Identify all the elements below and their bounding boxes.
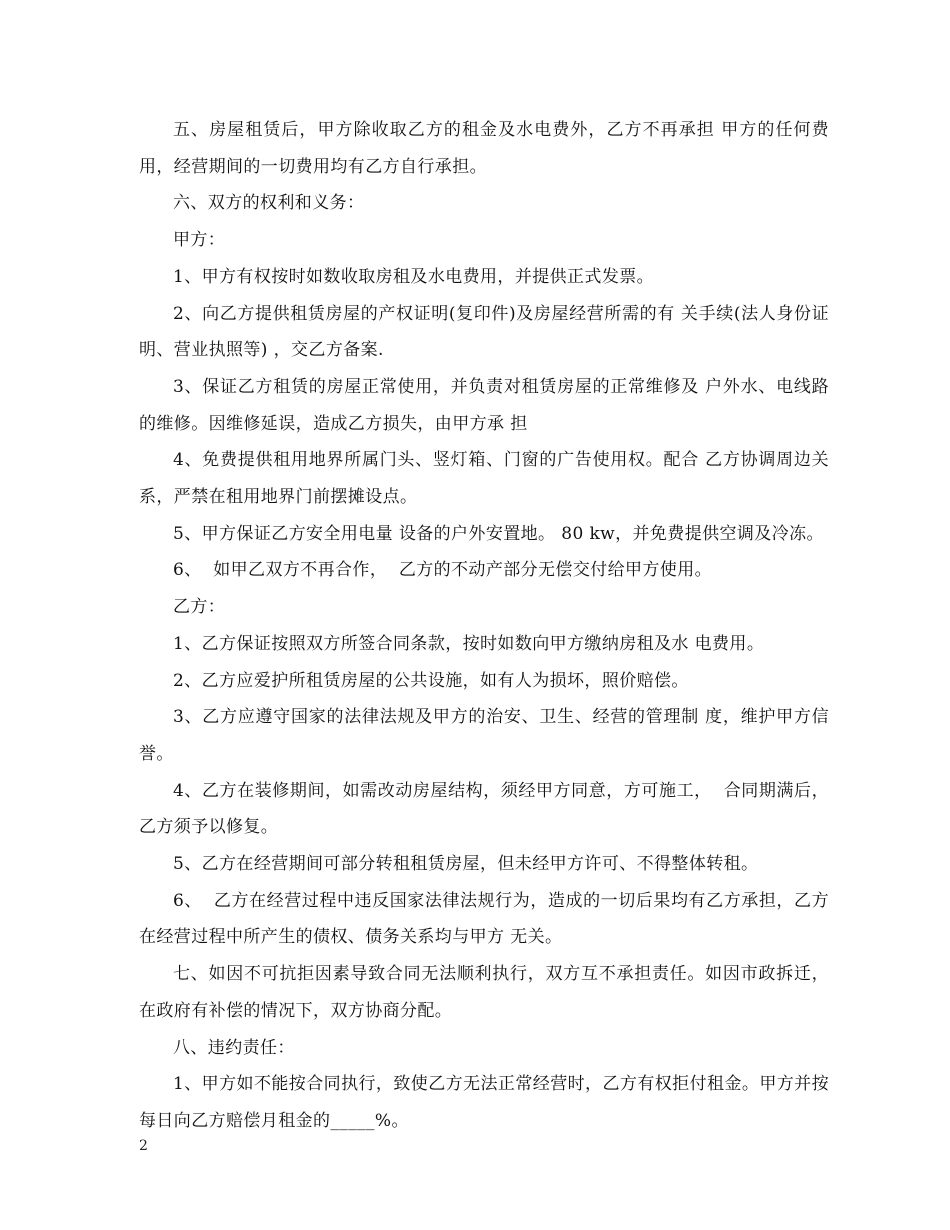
paragraph-party-a-heading: 甲方： (173, 230, 226, 251)
paragraph-party-b-item-3: 3、乙方应遵守国家的法律法规及甲方的治安、卫生、经营的管理制 度，维护甲方信誉。 (139, 707, 829, 764)
paragraph-clause-6-heading: 六、双方的权利和义务： (173, 193, 365, 214)
paragraph-clause-8-item-1: 1、甲方如不能按合同执行，致使乙方无法正常经营时，乙方有权拒付租金。甲方并按每日向乙方赔偿月租金的_____%。 (139, 1074, 829, 1131)
paragraph-party-a-item-1: 1、甲方有权按时如数收取房租及水电费用，并提供正式发票。 (173, 266, 655, 287)
paragraph-clause-5: 五、房屋租赁后，甲方除收取乙方的租金及水电费外，乙方不再承担 甲方的任何费用，经营期间的一切费用均有乙方自行承担。 (139, 120, 829, 177)
document-body (139, 112, 829, 1140)
paragraph-party-b-item-1: 1、乙方保证按照双方所签合同条款，按时如数向甲方缴纳房租及水 电费用。 (173, 633, 765, 654)
paragraph-party-b-item-6: 6、 乙方在经营过程中违反国家法律法规行为，造成的一切后果均有乙方承担，乙方在经营过程中所产生的债权、债务关系均与甲方 无关。 (139, 890, 829, 948)
paragraph-clause-7: 七、如因不可抗拒因素导致合同无法顺利执行，双方互不承担责任。如因市政拆迁，在政府有补偿的情况下，双方协商分配。 (139, 964, 829, 1021)
paragraph-clause-8-heading: 八、违约责任： (173, 1037, 295, 1058)
page-number: 2 (139, 1138, 148, 1154)
paragraph-party-b-item-2: 2、乙方应爱护所租赁房屋的公共设施，如有人为损坏，照价赔偿。 (173, 670, 689, 691)
paragraph-party-a-item-5: 5、甲方保证乙方安全用电量 设备的户外安置地。 80 kw，并免费提供空调及冷冻。 (173, 523, 824, 544)
paragraph-party-a-item-6: 6、 如甲乙双方不再合作， 乙方的不动产部分无偿交付给甲方使用。 (173, 560, 713, 581)
paragraph-party-a-item-2: 2、向乙方提供租赁房屋的产权证明(复印件)及房屋经营所需的有 关手续(法人身份证明、营业执照等) ，交乙方备案. (139, 303, 829, 361)
paragraph-party-b-heading: 乙方： (173, 597, 226, 618)
paragraph-party-a-item-3: 3、保证乙方租赁的房屋正常使用，并负责对租赁房屋的正常维修及 户外水、电线路的维修。因维修延误，造成乙方损失，由甲方承 担 (139, 376, 829, 434)
paragraph-party-a-item-4: 4、免费提供租用地界所属门头、竖灯箱、门窗的广告使用权。配合 乙方协调周边关系，严禁在租用地界门前摆摊设点。 (139, 450, 829, 508)
paragraph-party-b-item-4: 4、乙方在装修期间，如需改动房屋结构，须经甲方同意，方可施工， 合同期满后，乙方须予以修复。 (139, 780, 829, 838)
paragraph-party-b-item-5: 5、乙方在经营期间可部分转租租赁房屋，但未经甲方许可、不得整体转租。 (173, 854, 759, 875)
